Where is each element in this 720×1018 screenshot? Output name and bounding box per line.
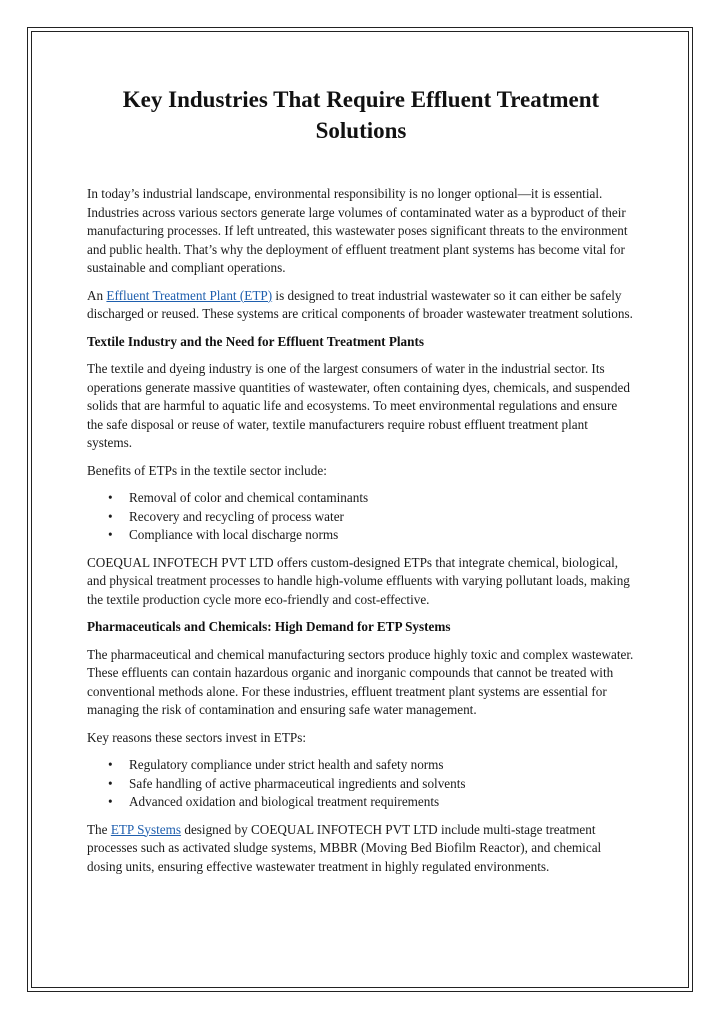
textile-heading: Textile Industry and the Need for Effluent Treatment Plants	[87, 333, 425, 349]
pharma-heading: Pharmaceuticals and Chemicals: High Demand for ETP Systems	[87, 619, 451, 634]
list-item	[108, 508, 635, 527]
bullet-icon: •	[108, 527, 113, 542]
bullet-icon: •	[108, 775, 113, 791]
list-item-text: Regulatory compliance under strict health and safety norms	[129, 757, 444, 772]
etp-link[interactable]: Effluent Treatment Plant (ETP)	[106, 287, 273, 303]
list-item	[108, 793, 635, 812]
list-item-text: Removal of color and chemical contaminants	[129, 490, 369, 505]
intro-paragraph: In today’s industrial landscape, environmental responsibility is no longer optional—it is essential. Industries across various sectors generate large volumes of contaminated water as a byproduct of their manufacturing processes. If left untreated, this wastewater poses significant threats to the environment and public health. That’s why the deployment of effluent treatment plant systems has become vital for sustainable and compliant operations.	[87, 186, 628, 275]
etp-prefix: An	[87, 287, 107, 303]
list-item	[108, 489, 635, 508]
pharma-closing-suffix: designed by COEQUAL INFOTECH PVT LTD include multi-stage treatment processes such as activated sludge systems, MBBR (Moving Bed Biofilm Reactor), and chemical dosing units, ensuring effective wastewater treatment in highly regulated environments.	[87, 821, 602, 874]
etp-systems-link[interactable]: ETP Systems	[110, 821, 182, 837]
list-item-text: Compliance with local discharge norms	[129, 527, 339, 542]
textile-benefits-intro: Benefits of ETPs in the textile sector include:	[87, 462, 327, 478]
bullet-icon: •	[108, 508, 113, 524]
list-item	[108, 526, 635, 545]
list-item-text: Safe handling of active pharmaceutical ingredients and solvents	[129, 775, 466, 791]
list-item	[108, 756, 635, 775]
textile-benefits-list	[87, 489, 635, 545]
list-item-text: Recovery and recycling of process water	[129, 508, 344, 524]
textile-body: The textile and dyeing industry is one of the largest consumers of water in the industrial sector. Its operations generate massive quantities of wastewater, often containing dyes, chemicals, and suspended solids that are harmful to aquatic life and ecosystems. To meet environmental regulations and ensure the safe disposal or reuse of water, textile manufacturers require robust effluent treatment plant systems.	[87, 361, 630, 450]
pharma-closing	[87, 821, 635, 877]
etp-paragraph	[87, 287, 635, 324]
pharma-reasons-intro: Key reasons these sectors invest in ETPs:	[87, 729, 307, 745]
pharma-body: The pharmaceutical and chemical manufacturing sectors produce highly toxic and complex wastewater. These effluents can contain hazardous organic and inorganic compounds that cannot be treated with conventional methods alone. For these industries, effluent treatment plant systems are essential for managing the risk of contamination and ensuring safe water management.	[87, 646, 634, 717]
list-item-text: Advanced oxidation and biological treatment requirements	[129, 794, 440, 809]
list-item	[108, 775, 635, 794]
textile-closing: COEQUAL INFOTECH PVT LTD offers custom-designed ETPs that integrate chemical, biological, and physical treatment processes to handle high-volume effluents with varying pollutant loads, making the textile production cycle more eco-friendly and cost-effective.	[87, 554, 630, 607]
page-title: Key Industries That Require Effluent Treatment Solutions	[122, 87, 600, 143]
etp-suffix: is designed to treat industrial wastewater so it can either be safely discharged or reused. These systems are critical components of broader wastewater treatment solutions.	[87, 287, 633, 321]
pharma-closing-prefix: The	[87, 821, 111, 837]
bullet-icon: •	[108, 794, 113, 809]
pharma-reasons-list	[87, 756, 635, 812]
document-content	[87, 84, 635, 885]
bullet-icon: •	[108, 490, 113, 505]
bullet-icon: •	[108, 757, 113, 772]
